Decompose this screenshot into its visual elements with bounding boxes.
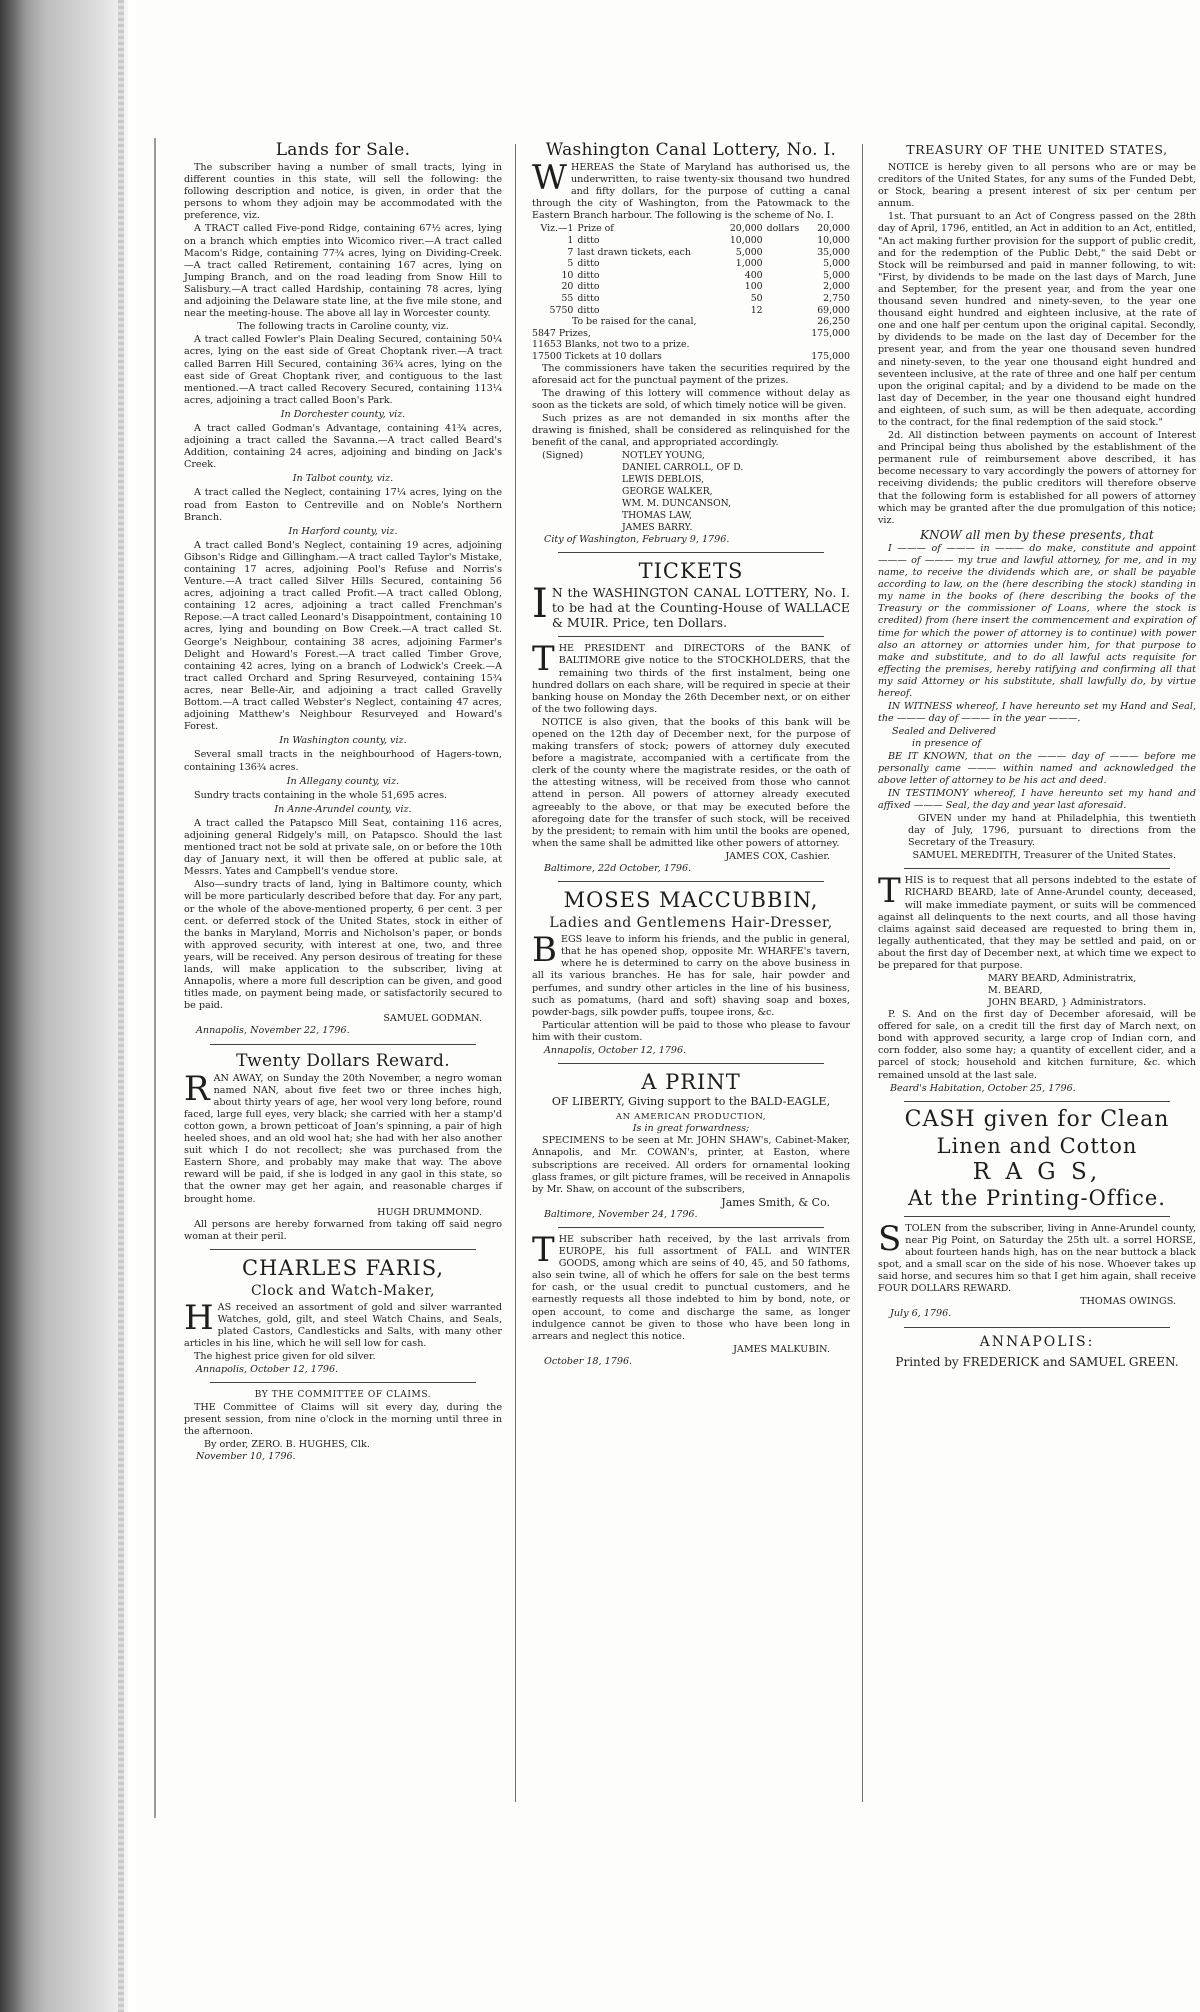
lottery-cell: 55 xyxy=(561,293,574,305)
maccubbin-title: MOSES MACCUBBIN, xyxy=(563,888,819,913)
claims-head: BY THE COMMITTEE OF CLAIMS. xyxy=(254,1390,432,1401)
print-signer: James Smith, & Co. xyxy=(721,1195,830,1209)
lottery-row xyxy=(532,247,850,259)
lottery-cell: 20,000 xyxy=(817,223,850,235)
lottery-cell: 5,000 xyxy=(823,269,850,281)
lottery-cell: 69,000 xyxy=(817,304,850,316)
treasury-sealed: Sealed and Delivered xyxy=(892,726,997,738)
canal-raised-amount: 26,250 xyxy=(817,316,850,328)
lottery-row xyxy=(532,235,850,247)
canal-signer: DANIEL CARROLL, OF D. xyxy=(622,462,744,474)
treasury-title: TREASURY OF THE UNITED STATES, xyxy=(906,142,1168,157)
imprint-printers: Printed by FREDERICK and SAMUEL GREEN. xyxy=(895,1354,1179,1369)
canal-prizes-amount: 175,000 xyxy=(811,327,850,339)
canal-signed: (Signed) xyxy=(542,450,584,462)
maccubbin-subtitle: Ladies and Gentlemens Hair-Dresser, xyxy=(549,915,833,932)
lottery-cell: 10,000 xyxy=(729,235,763,247)
faris-title: CHARLES FARIS, xyxy=(241,1255,445,1280)
lottery-cell: 1 xyxy=(567,235,574,247)
beard-date: Beard's Habitation, October 25, 1796. xyxy=(890,1082,1076,1094)
lottery-row xyxy=(532,305,850,317)
canal-p3: Such prizes as are not demanded in six months after the drawing is finished, shall be considered as relinquished for the benefit of the canal, and appropriated accordingly. xyxy=(532,412,850,449)
treasury-p1: 1st. That pursuant to an Act of Congress passed on the 28th day of April, 1796, entitled, an Act in addition to an Act, entitled, "An act making further provision for the support of public credit, and for the redemption of the Public Debt," the said Debt or Stock will be reimbursed and paid in manner following, to wit: "First, by dividends to be made on the last days of March, June and September, for the present year, and from the year one thousand seven hundred and ninety-seven, to the year one thousand eight hundred and eighteen inclusive, at the rate of one and one half per centum upon the original capital. Secondly, by dividends to be made on the last day of December for the present year, and from the year one thousand seven hundred and ninety-seven, to the year one thousand eight hundred and seventeen inclusive, at the rate of three and one half per centum upon the original capital; and by a dividend to be made on the last day of December, in the year one thousand eight hundred and eighteen, of such sum, as will be then adequate, according to the contract, for the final redemption of the said stock." xyxy=(878,211,1196,428)
print-title: A PRINT xyxy=(641,1070,741,1095)
divider xyxy=(210,1382,476,1383)
canal-signer: NOTLEY YOUNG, xyxy=(622,450,705,462)
divider xyxy=(904,1327,1170,1328)
column-2 xyxy=(532,140,850,1368)
lottery-cell: ditto xyxy=(577,293,600,305)
lottery-cell: 10,000 xyxy=(817,235,850,247)
reward-dropcap: R xyxy=(184,1068,210,1109)
claims-date: November 10, 1796. xyxy=(196,1450,296,1462)
lands-signer: SAMUEL GODMAN. xyxy=(383,1013,482,1025)
lottery-row xyxy=(532,223,850,235)
print-forward: Is in great forwardness; xyxy=(632,1123,750,1135)
lands-anne: A tract called the Patapsco Mill Seat, containing 116 acres, adjoining general Ridgely's mill, on Patapsco. Should the last mentioned tract not be sold at private sale, on or before the 10th day of January next, it will then be offered at public sale, at Messrs. Yates and Campbell's vendue store. xyxy=(184,817,502,878)
malkubin-dropcap: T xyxy=(532,1230,555,1270)
lottery-cell: 20 xyxy=(561,281,574,293)
beard-s1: MARY BEARD, Administratrix, xyxy=(988,973,1137,985)
lottery-cell: 5,000 xyxy=(735,246,763,258)
lottery-cell: 1,000 xyxy=(735,258,763,270)
lands-dorchester: A tract called Godman's Advantage, containing 41¾ acres, adjoining a tract called the Savanna.—A tract called Beard's Addition, containing 24 acres, adjoining and binding on Jack's Creek. xyxy=(184,422,502,471)
claims-body: THE Committee of Claims will sit every day, during the present session, from nine o'clock in the morning until three in the afternoon. xyxy=(184,1401,502,1437)
lottery-scheme-table xyxy=(532,223,850,316)
divider xyxy=(904,868,1170,869)
lands-worcester: A TRACT called Five-pond Ridge, containing 67½ acres, lying on a branch which empties into Wicomico river.—A tract called Macom's Ridge, containing 77¾ acres, lying on Dividing-Creek.—A tract called Retirement, containing 167 acres, lying on Jumping Branch, and on the road leading from Snow Hill to Salisbury.—A tract called Hardship, containing 78 acres, lying and adjoining the Delaware state line, at the five mile stone, and near the meeting-house. The above all lay in Worcester county. xyxy=(184,223,502,320)
divider xyxy=(558,1063,824,1064)
treasury-testimony: IN TESTIMONY whereof, I have hereunto set my hand and affixed ——— Seal, the day and year last aforesaid. xyxy=(878,787,1196,811)
column-rule-1 xyxy=(515,144,516,1802)
canal-intro: HEREAS the State of Maryland has authorised us, the underwritten, to raise twenty-six thousand two hundred and fifty dollars, for the purpose of cutting a canal through the city of Washington, from the Patowmack to the Eastern Branch harbour. The following is the scheme of No. I. xyxy=(532,162,850,222)
lottery-cell: 7 xyxy=(567,246,574,258)
lands-harford-head: In Harford county, viz. xyxy=(288,525,398,537)
faris-subtitle: Clock and Watch-Maker, xyxy=(251,1282,435,1299)
lottery-cell xyxy=(763,293,809,305)
canal-prizes: 5847 Prizes, xyxy=(532,327,591,339)
lottery-cell: ditto xyxy=(577,304,600,316)
beard-s3: JOHN BEARD, xyxy=(988,997,1059,1009)
lottery-totals xyxy=(532,316,850,362)
maccubbin-body: EGS leave to inform his friends, and the public in general, that he has opened shop, opposite Mr. WHARFE's tavern, where he is determined to carry on the above business in all its various branches. He has for sale, hair powder and perfumes, and sundry other articles in the line of his business, such as pomatums, (hard and soft) shaving soap and boxes, powder-bags, silk powder puffs, toupee irons, &c. xyxy=(532,934,850,1018)
lottery-cell: ditto xyxy=(577,269,600,281)
stolen-signer: THOMAS OWINGS. xyxy=(1080,1296,1176,1308)
canal-title: Washington Canal Lottery, No. I. xyxy=(545,140,837,160)
lands-caroline-intro: The following tracts in Caroline county, viz. xyxy=(237,321,449,333)
cash-line-1: CASH given for Clean xyxy=(904,1106,1170,1132)
book-binding-gutter xyxy=(0,0,128,2012)
lottery-cell: 2,750 xyxy=(823,293,850,305)
canal-signer: GEORGE WALKER, xyxy=(622,486,713,498)
lottery-cell: 400 xyxy=(744,269,763,281)
canal-signer: LEWIS DEBLOIS, xyxy=(622,474,705,486)
lottery-cell: 5750 xyxy=(549,304,574,316)
divider xyxy=(558,552,824,553)
lands-also: Also—sundry tracts of land, lying in Baltimore county, which will be more particularly described before that day. For any part, or the whole of the above-mentioned property, 6 per cent. 3 per cent. or deferred stock of the United States, stock in either of the banks in Maryland, Morris and Nicholson's paper, or bonds with approved security, with interest at one, two, and three years, will be received. Any person desirous of treating for these lands, will make application to the subscriber, living at Annapolis, where a more full description can be given, and good titles made, on payment being made, or satisfactorily secured to be paid. xyxy=(184,879,502,1012)
lands-anne-head: In Anne-Arundel county, viz. xyxy=(274,803,412,815)
tickets-dropcap: I xyxy=(532,581,548,628)
canal-signers xyxy=(532,450,850,534)
lottery-cell: 12 xyxy=(750,304,763,316)
canal-signer: JAMES BARRY. xyxy=(622,522,693,534)
canal-signer: THOMAS LAW, xyxy=(622,510,693,522)
lands-date: Annapolis, November 22, 1796. xyxy=(196,1025,350,1037)
lottery-cell: 10 xyxy=(561,269,574,281)
lottery-cell xyxy=(763,305,809,317)
lottery-row xyxy=(532,293,850,305)
lands-harford: A tract called Bond's Neglect, containing 19 acres, adjoining Gibson's Ridge and Gillingham.—A tract called Taylor's Mistake, containing 17 acres, adjoining Pool's Refuse and Norris's Venture.—A tract called Silver Hills Secured, containing 56 acres, adjoining a tract called Profit.—A tract called Oblong, containing 12 acres, adjoining a tract called Frenchman's Repose.—A tract called Leonard's Disappointment, containing 10 acres, lying and bounding on Bow Creek.—A tract called St. George's Neighbour, containing 38 acres, adjoining Farmer's Delight and Howard's Forest.—A tract called Timber Grove, containing 42 acres, lying on a branch of Lodwick's Creek.—A tract called Orchard and Spring Resurveyed, containing 15¾ acres, near Belle-Air, and adjoining a tract called Gravelly Bottom.—A tract called Webster's Neglect, containing 47 acres, adjoining Matthew's Neighbour Resurveyed and Howard's Forest. xyxy=(184,539,502,733)
column-3 xyxy=(878,140,1196,1370)
malkubin-signer: JAMES MALKUBIN. xyxy=(733,1343,830,1355)
malkubin-date: October 18, 1796. xyxy=(544,1355,633,1367)
lottery-cell: 5 xyxy=(567,258,574,270)
lottery-cell: 2,000 xyxy=(823,281,850,293)
divider xyxy=(210,1044,476,1045)
lands-washington-head: In Washington county, viz. xyxy=(279,735,407,747)
reward-body: AN AWAY, on Sunday the 20th November, a negro woman named NAN, about five feet two or three inches high, about thirty years of age, her wool very long before, round faced, large full eyes, very black; she carried with her a stamp'd cotton gown, a brown petticoat of Joan's spinning, a pair of high heeled shoes, and an old wool hat; she had with her also another suit which I do not recollect; she was purchased from the Eastern Shore, and probably may make that way. The above reward will be paid, if she is lodged in any gaol in this state, so that the owner may get her again, and reasonable charges if brought home. xyxy=(184,1072,502,1205)
divider xyxy=(558,881,824,882)
treasury-know: KNOW all men by these presents, that xyxy=(920,527,1154,542)
lands-intro: The subscriber having a number of small tracts, lying in different counties in this state, will sell the following: the following description and notice, is given, in order that the persons to whom they adjoin may be accommodated with the preference, viz. xyxy=(184,162,502,222)
lands-talbot: A tract called the Neglect, containing 17¼ acres, lying on the road from Easton to Centreville and on Noble's Northern Branch. xyxy=(184,487,502,523)
faris-body: AS received an assortment of gold and silver warranted Watches, gold, gilt, and steel Watch Chains, and Seals, plated Castors, Candlesticks and Salts, with many other articles in his line, which he will sell low for cash. xyxy=(184,1301,502,1350)
lottery-cell xyxy=(763,247,809,259)
reward-warning: All persons are hereby forwarned from taking off said negro woman at their peril. xyxy=(184,1218,502,1242)
lands-allegany: Sundry tracts containing in the whole 51,695 acres. xyxy=(194,789,448,801)
canal-dropcap: W xyxy=(532,158,567,198)
bank-notice: NOTICE is also given, that the books of this bank will be opened on the 12th day of December next, for the purpose of making transfers of stock; powers of attorney duly executed before a magistrate, accompanied with a certificate from the clerk of the county where the magistrate resides, or the oath of the attesting witness, will be received from those who cannot attend in person. All powers of attorney already executed agreeably to the above, or that may be executed before the aforegoing date for the transfer of such stock, will be received by the president; to remain with him until the books are opened, when the same shall be admitted like other powers of attorney. xyxy=(532,716,850,849)
lottery-row xyxy=(532,281,850,293)
treasury-notice: NOTICE is hereby given to all persons who are or may be creditors of the United States, for any sums of the Funded Debt, or Stock, bearing a present interest of six per centum per annum. xyxy=(878,162,1196,210)
page-border-rule xyxy=(154,138,156,1818)
lottery-cell: 50 xyxy=(750,293,763,305)
faris-price: The highest price given for old silver. xyxy=(194,1351,376,1363)
treasury-presence: in presence of xyxy=(912,738,981,750)
lottery-cell xyxy=(763,235,809,247)
cash-line-2: Linen and Cotton xyxy=(936,1133,1138,1158)
print-subtitle: OF LIBERTY, Giving support to the BALD-EAGLE, xyxy=(551,1095,831,1109)
lands-talbot-head: In Talbot county, viz. xyxy=(292,473,394,485)
lottery-cell: dollars xyxy=(766,223,800,235)
lottery-cell: last drawn tickets, each xyxy=(577,246,691,258)
lottery-cell: ditto xyxy=(577,235,600,247)
reward-signer: HUGH DRUMMOND. xyxy=(377,1206,482,1218)
bank-date: Baltimore, 22d October, 1796. xyxy=(544,863,692,875)
treasury-p2: 2d. All distinction between payments on account of Interest and Principal being thus abolished by the establishment of the permanent rule of reimbursement above described, it has become necessary to vary accordingly the powers of attorney for receiving dividends; the public creditors will therefore observe that the following form is established for all powers of attorney which may be granted after the due promulgation of this notice; viz. xyxy=(878,430,1196,526)
treasury-witness: IN WITNESS whereof, I have hereunto set my Hand and Seal, the ——— day of ——— in the year ———. xyxy=(878,701,1196,725)
beard-s2: M. BEARD, xyxy=(988,985,1043,997)
lottery-cell: 100 xyxy=(744,281,763,293)
beard-admins: } Administrators. xyxy=(1061,997,1147,1009)
cash-line-3: R A G S, xyxy=(972,1158,1102,1185)
stolen-dropcap: S xyxy=(878,1218,902,1259)
beard-dropcap: T xyxy=(878,871,901,912)
imprint-place: ANNAPOLIS: xyxy=(979,1333,1095,1350)
lottery-cell: ditto xyxy=(577,281,600,293)
lands-allegany-head: In Allegany county, viz. xyxy=(286,775,400,787)
lottery-cell: Viz.—1 xyxy=(540,223,574,235)
divider xyxy=(904,1101,1170,1102)
cash-line-4: At the Printing-Office. xyxy=(908,1185,1166,1210)
tickets-title: TICKETS xyxy=(638,559,744,584)
maccubbin-date: Annapolis, October 12, 1796. xyxy=(544,1044,687,1056)
faris-date: Annapolis, October 12, 1796. xyxy=(196,1364,339,1376)
stolen-body: TOLEN from the subscriber, living in Anne-Arundel county, near Pig Point, on Saturday the 25th ult. a sorrel HORSE, about fourteen hands high, has on the near buttock a black spot, and a small scar on the side of his nose. Whoever takes up said horse, and secures him so that I get him again, shall receive FOUR DOLLARS REWARD. xyxy=(878,1222,1196,1295)
canal-date: City of Washington, February 9, 1796. xyxy=(544,534,730,546)
page-stack-edge xyxy=(118,0,124,2012)
divider xyxy=(904,1216,1170,1217)
canal-tickets: 17500 Tickets at 10 dollars xyxy=(532,351,662,362)
print-body: SPECIMENS to be seen at Mr. JOHN SHAW's, Cabinet-Maker, Annapolis, and Mr. COWAN's, printer, at Easton, where subscriptions are received. All orders for ornamental looking glass frames, or gilt picture frames, will be received in Annapolis by Mr. Shaw, on account of the subscribers, xyxy=(532,1135,850,1195)
canal-p2: The drawing of this lottery will commence without delay as soon as the tickets are sold, of which timely notice will be given. xyxy=(532,387,850,411)
lottery-cell xyxy=(763,258,809,270)
divider xyxy=(558,636,824,637)
lottery-cell: ditto xyxy=(577,258,600,270)
treasury-given: GIVEN under my hand at Philadelphia, this twentieth day of July, 1796, pursuant to directions from the Secretary of the Treasury. xyxy=(908,812,1196,849)
column-rule-2 xyxy=(862,144,863,1802)
divider xyxy=(210,1249,476,1250)
canal-signer: WM. M. DUNCANSON, xyxy=(622,498,731,510)
lands-title: Lands for Sale. xyxy=(275,140,411,160)
lottery-cell: Prize of xyxy=(577,223,614,235)
lottery-cell: 20,000 xyxy=(729,223,763,235)
canal-raised: To be raised for the canal, xyxy=(572,316,697,328)
lottery-cell xyxy=(763,281,809,293)
treasury-signer: SAMUEL MEREDITH, Treasurer of the United States. xyxy=(912,850,1176,862)
lands-washington: Several small tracts in the neighbourhood of Hagers-town, containing 136¾ acres. xyxy=(184,749,502,773)
faris-dropcap: H xyxy=(184,1297,214,1338)
beard-ps: P. S. And on the first day of December aforesaid, will be offered for sale, on a credit till the first day of March next, on bond with approved security, a large crop of Indian corn, and corn fodder, also some hay; a quantity of excellent cider, and a parcel of stock; household and kitchen furniture, &c. which remained unsold at the last sale. xyxy=(878,1009,1196,1081)
claims-clerk: ZERO. B. HUGHES, Clk. xyxy=(251,1438,370,1450)
maccubbin-dropcap: B xyxy=(532,930,557,971)
lands-dorchester-head: In Dorchester county, viz. xyxy=(280,408,406,420)
canal-blanks: 11653 Blanks, not two to a prize. xyxy=(532,339,690,351)
column-1 xyxy=(184,140,502,1463)
newspaper-page xyxy=(136,0,1200,2012)
lottery-row xyxy=(532,258,850,270)
lands-caroline: A tract called Fowler's Plain Dealing Secured, containing 50¼ acres, lying on the east side of Great Choptank river.—A tract called Barren Hill Secured, containing 36¾ acres, lying on the east side of Great Choptank river, and contiguous to the last mentioned.—A tract called Recovery Secured, containing 113¼ acres, adjoining a tract called Boon's Park. xyxy=(184,334,502,406)
lottery-row xyxy=(532,270,850,282)
bank-dropcap: T xyxy=(532,639,555,680)
malkubin-body: HE subscriber hath received, by the last arrivals from EUROPE, his full assortment of FALL and WINTER GOODS, among which are seins of 40, 45, and 50 fathoms, also sein twine, all of which he offers for sale on the best terms for cash, or the usual credit to punctual customers, and he earnestly requests all those indebted to him by bond, note, or open account, to come and discharge the same, as longer indulgence cannot be given to those who have been long in arrears and neglect this notice. xyxy=(532,1234,850,1342)
lottery-cell xyxy=(763,270,809,282)
claims-order: By order, xyxy=(204,1438,249,1450)
bank-body: HE PRESIDENT and DIRECTORS of the BANK of BALTIMORE give notice to the STOCKHOLDERS, that the remaining two thirds of the first instalment, being one hundred dollars on each share, will be required in specie at their banking house on Monday the 26th December next, or on either of the two following days. xyxy=(532,643,850,715)
tickets-body: N the WASHINGTON CANAL LOTTERY, No. I. to be had at the Counting-House of WALLACE & MUIR. Price, ten Dollars. xyxy=(551,585,850,631)
lottery-cell: 5,000 xyxy=(823,258,850,270)
print-date: Baltimore, November 24, 1796. xyxy=(544,1208,698,1220)
reward-title: Twenty Dollars Reward. xyxy=(236,1050,450,1071)
maccubbin-p2: Particular attention will be paid to those who please to favour him with their custom. xyxy=(532,1019,850,1043)
treasury-known: BE IT KNOWN, that on the ——— day of ——— before me personally came ——— within named and acknowledged the above letter of attorney to be his act and deed. xyxy=(878,750,1196,786)
canal-p1: The commissioners have taken the securities required by the aforesaid act for the punctual payment of the prizes. xyxy=(532,362,850,386)
print-production: AN AMERICAN PRODUCTION, xyxy=(615,1112,767,1123)
stolen-date: July 6, 1796. xyxy=(890,1308,952,1320)
bank-signer: JAMES COX, Cashier. xyxy=(725,850,830,862)
beard-body: HIS is to request that all persons indebted to the estate of RICHARD BEARD, late of Anne-Arundel county, deceased, will make immediate payment, or suits will be commenced against all delinquents to the next courts, and all those having claims against said deceased are requested to bring them in, legally authenticated, that they may be settled and paid, on or about the first day of December next, at which time we expect to be prepared for that purpose. xyxy=(878,875,1196,971)
lottery-cell: 35,000 xyxy=(817,246,850,258)
divider xyxy=(558,1227,824,1228)
treasury-form1: I ——— of ——— in ——— do make, constitute and appoint ——— of ——— my true and lawful attorney, for me, and in my name, to receive the dividends which are, or shall be payable according to law, on the (here describing the stock) standing in my name in the books of (here describing the books of the Treasury or the commissioner of Loans, where the stock is credited) from (here insert the commencement and expiration of time for which the power of attorney is to continue) with power also an attorney or attornies under him, for that purpose to make and substitute, and to do all lawful acts requisite for effecting the premises, hereby ratifying and confirming all that my said Attorney or his substitute, shall lawfully do, by virtue hereof. xyxy=(878,542,1196,700)
canal-tickets-amount: 175,000 xyxy=(811,351,850,362)
